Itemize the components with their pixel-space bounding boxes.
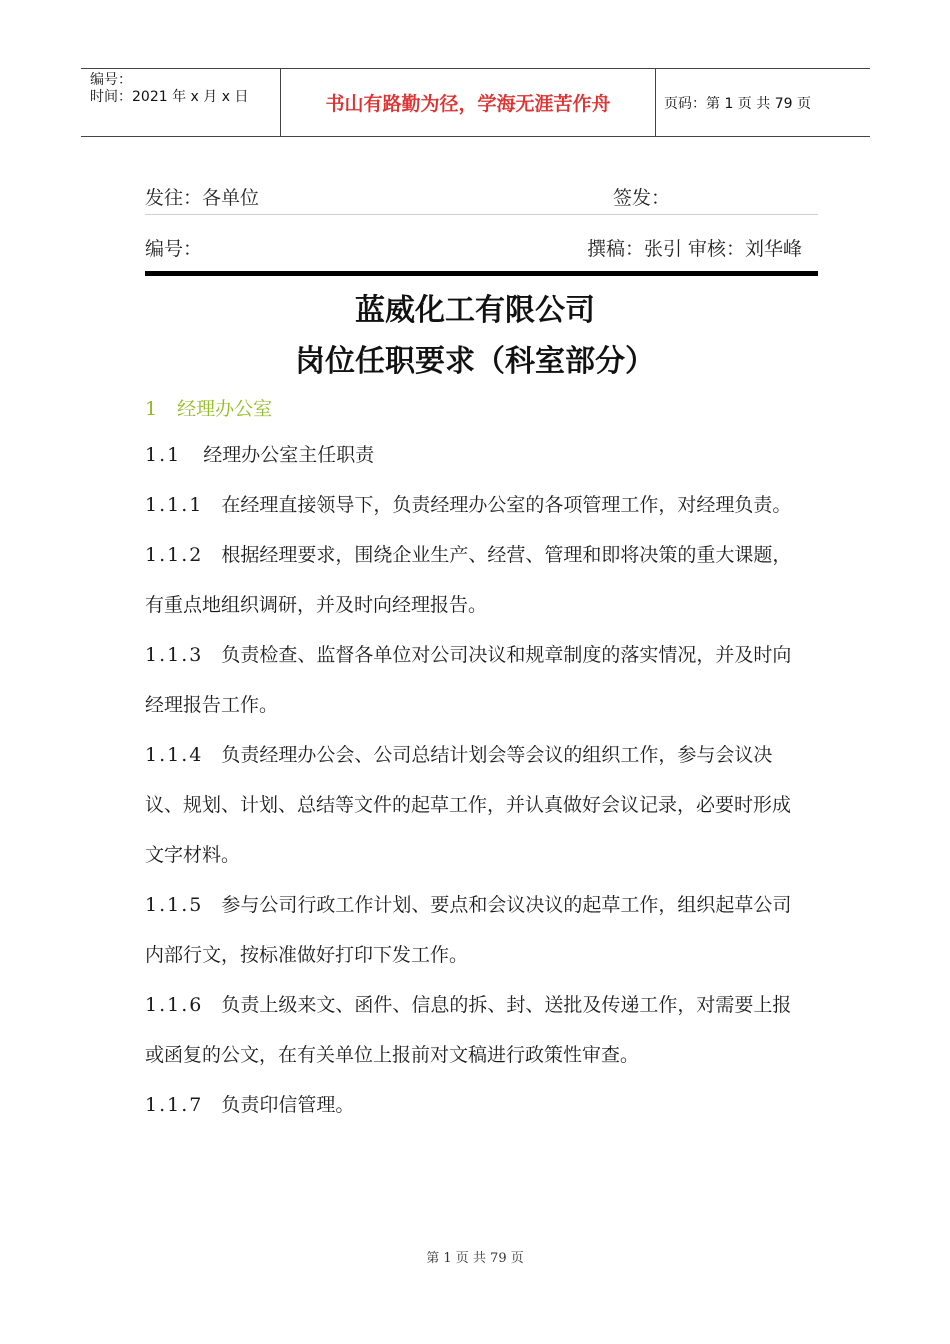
title-divider — [145, 271, 818, 276]
meta-row-authors — [145, 234, 818, 266]
item-text: 在经理直接领导下，负责经理办公室的各项管理工作，对经理负责。 — [221, 494, 792, 516]
list-item — [145, 530, 805, 630]
header-motto: 书山有路勤为径，学海无涯苦作舟 — [281, 69, 656, 136]
item-number: 1.1.5 — [145, 894, 204, 916]
item-number: 1.1.2 — [145, 544, 204, 566]
section-number: 1 — [145, 398, 158, 420]
item-number: 1.1.4 — [145, 744, 204, 766]
item-text: 负责检查、监督各单位对公司决议和规章制度的落实情况，并及时向经理报告工作。 — [145, 644, 792, 716]
section-heading — [145, 394, 272, 421]
header-time-label: 时间：2021 年 x 月 x 日 — [90, 89, 249, 105]
document-title-company: 蓝威化工有限公司 — [355, 293, 595, 328]
item-text: 根据经理要求，围绕企业生产、经营、管理和即将决策的重大课题，有重点地组织调研，并及时向经理报告。 — [145, 544, 792, 616]
issue-to-label: 发往：各单位 — [145, 187, 260, 209]
document-body — [145, 430, 805, 1130]
header-page-label: 页码：第 1 页 共 79 页 — [664, 95, 811, 112]
subsection-heading — [145, 430, 805, 480]
subsection-number: 1.1 — [145, 444, 182, 466]
subsection-title: 经理办公室主任职责 — [203, 444, 375, 466]
item-number: 1.1.3 — [145, 644, 204, 666]
doc-number-label: 编号： — [145, 238, 203, 260]
list-item — [145, 980, 805, 1080]
list-item — [145, 730, 805, 880]
section-title: 经理办公室 — [177, 398, 273, 420]
item-number: 1.1.1 — [145, 494, 204, 516]
header-table — [81, 68, 870, 137]
signed-label: 签发： — [613, 187, 671, 209]
list-item — [145, 630, 805, 730]
item-number: 1.1.7 — [145, 1094, 204, 1116]
item-text: 负责经理办公会、公司总结计划会等会议的组织工作，参与会议决议、规划、计划、总结等文件的起草工作，并认真做好会议记录，必要时形成文字材料。 — [145, 744, 792, 866]
item-text: 参与公司行政工作计划、要点和会议决议的起草工作，组织起草公司内部行文，按标准做好打印下发工作。 — [145, 894, 792, 966]
item-number: 1.1.6 — [145, 994, 204, 1016]
list-item — [145, 880, 805, 980]
list-item — [145, 480, 805, 530]
header-number-label: 编号： — [90, 72, 132, 88]
item-text: 负责上级来文、函件、信息的拆、封、送批及传递工作，对需要上报或函复的公文，在有关单位上报前对文稿进行政策性审查。 — [145, 994, 792, 1066]
authors-label: 撰稿：张引 审核：刘华峰 — [586, 238, 802, 260]
header-left-cell — [81, 69, 281, 136]
document-title-subject: 岗位任职要求（科室部分） — [295, 344, 655, 379]
list-item — [145, 1080, 805, 1130]
page-footer: 第 1 页 共 79 页 — [426, 1251, 524, 1266]
meta-row-issue — [145, 183, 818, 215]
item-text: 负责印信管理。 — [221, 1094, 355, 1116]
